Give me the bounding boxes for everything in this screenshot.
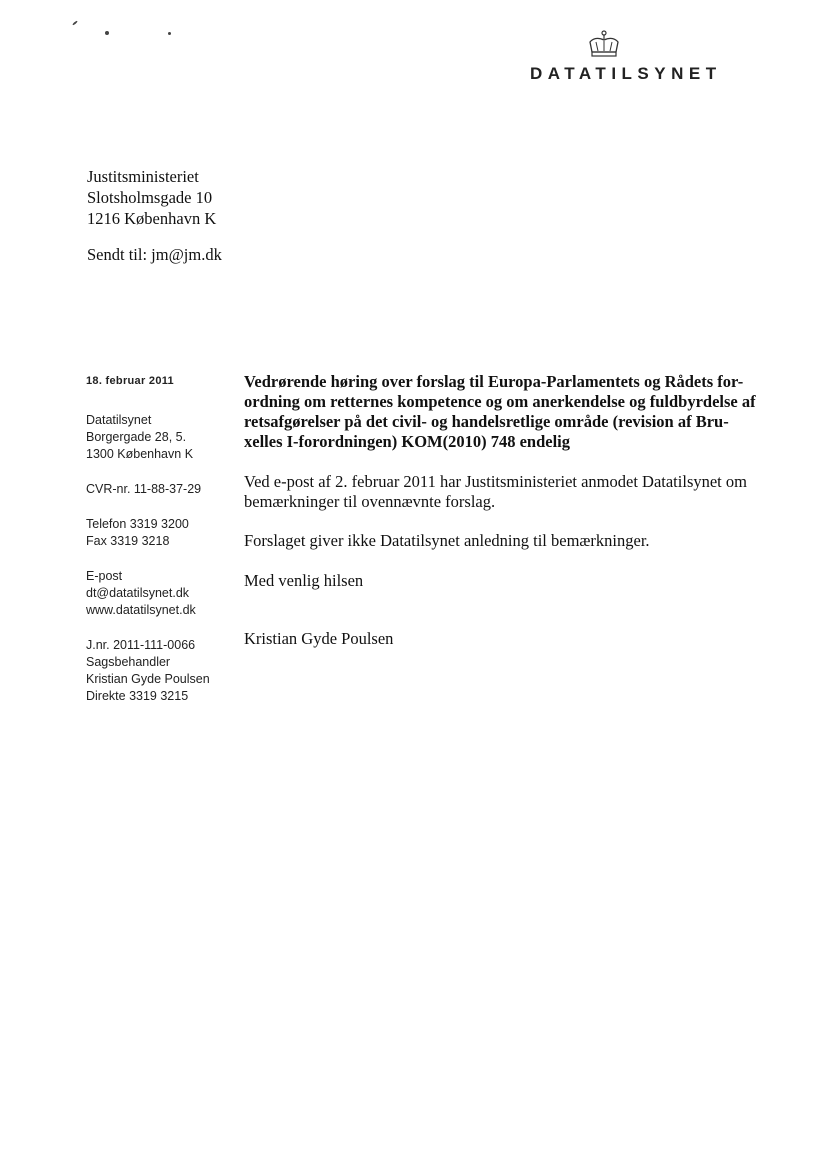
case-handler-name: Kristian Gyde Poulsen <box>86 672 210 686</box>
scan-mark <box>105 31 109 35</box>
phone-block <box>86 516 236 550</box>
sender-address-line: 1300 København K <box>86 447 194 461</box>
sender-sidebar <box>86 373 236 723</box>
contact-block <box>86 568 236 619</box>
paragraph-line: bemærkninger til ovennævnte forslag. <box>244 492 496 511</box>
subject-line: xelles I-forordningen) KOM(2010) 748 endelig <box>244 432 571 451</box>
letter-date: 18. februar 2011 <box>86 375 174 387</box>
sender-address-line: Datatilsynet <box>86 413 152 427</box>
scan-mark <box>168 32 171 35</box>
subject-line: ordning om retternes kompetence og om anerkendelse og fuldbyrdelse af <box>244 392 756 411</box>
letter-subject <box>244 372 764 452</box>
closing-salutation: Med venlig hilsen <box>244 571 364 590</box>
fax-number: Fax 3319 3218 <box>86 534 170 548</box>
sent-to-line: Sendt til: jm@jm.dk <box>87 245 222 264</box>
sender-address-line: Borgergade 28, 5. <box>86 430 187 444</box>
recipient-line: 1216 København K <box>87 209 217 228</box>
email-address: dt@datatilsynet.dk <box>86 586 190 600</box>
paragraph-1 <box>244 472 764 512</box>
sender-address <box>86 412 236 463</box>
crown-icon <box>586 30 622 60</box>
logo-wordmark: DATATILSYNET <box>530 64 722 83</box>
case-block <box>86 637 236 705</box>
subject-line: retsafgørelser på det civil- og handelsretlige område (revision af Bru- <box>244 412 729 431</box>
recipient-line: Slotsholmsgade 10 <box>87 188 213 207</box>
subject-line: Vedrørende høring over forslag til Europa-Parlamentets og Rådets for- <box>244 372 744 391</box>
letter-body <box>244 372 764 649</box>
phone-number: Telefon 3319 3200 <box>86 517 189 531</box>
case-handler-label: Sagsbehandler <box>86 655 171 669</box>
cvr-number: CVR-nr. 11-88-37-29 <box>86 482 202 496</box>
paragraph-2: Forslaget giver ikke Datatilsynet anledning til bemærkninger. <box>244 531 650 550</box>
signature-name: Kristian Gyde Poulsen <box>244 629 394 648</box>
case-number: J.nr. 2011-111-0066 <box>86 638 196 652</box>
email-label: E-post <box>86 569 123 583</box>
website-url: www.datatilsynet.dk <box>86 603 196 617</box>
recipient-line: Justitsministeriet <box>87 167 199 186</box>
recipient-address <box>87 166 216 229</box>
scan-mark <box>72 20 78 25</box>
paragraph-line: Ved e-post af 2. februar 2011 har Justitsministeriet anmodet Datatilsynet om <box>244 472 747 491</box>
direct-phone: Direkte 3319 3215 <box>86 689 189 703</box>
